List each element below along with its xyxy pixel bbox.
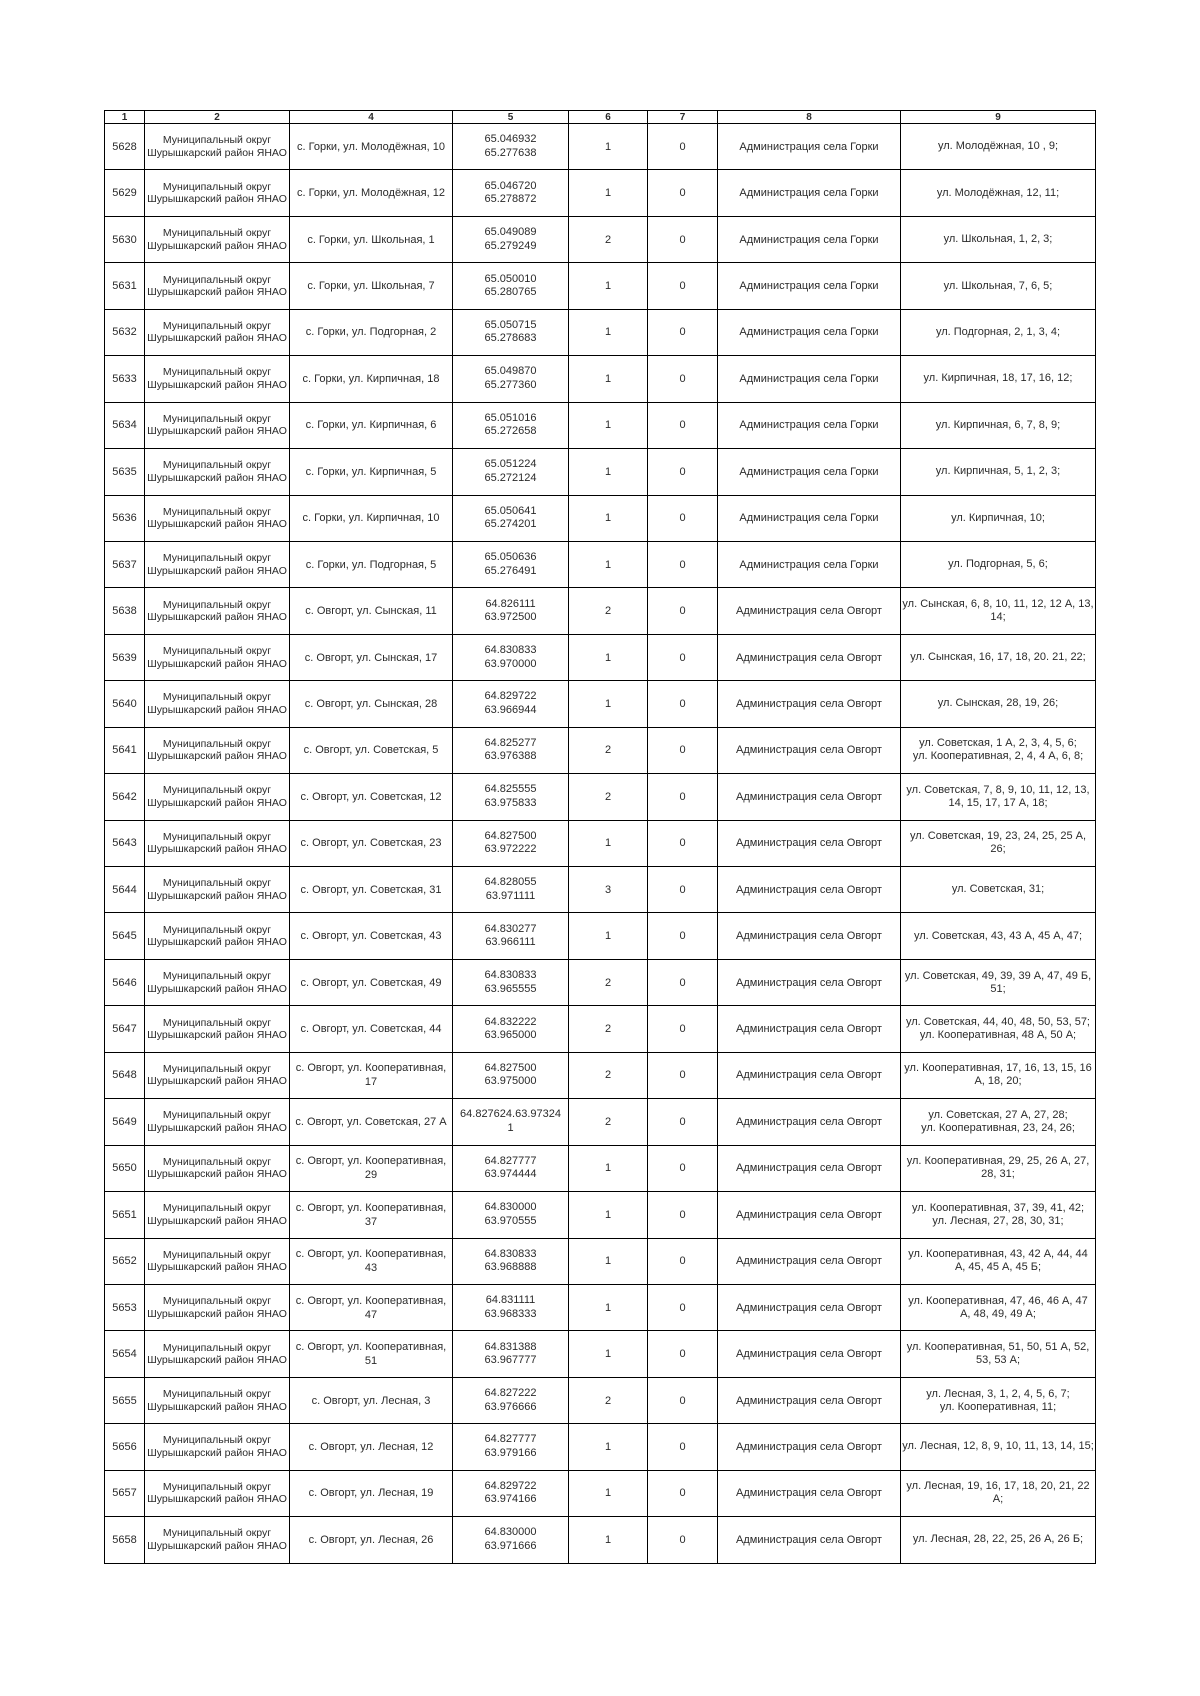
- coordinates-cell: 64.825555 63.975833: [453, 774, 569, 820]
- owner-cell: Администрация села Овгорт: [718, 1424, 901, 1470]
- column-7-cell: 0: [648, 1517, 718, 1563]
- column-7-cell: 0: [648, 867, 718, 913]
- site-number-cell: 5657: [105, 1470, 145, 1516]
- document-page: [104, 110, 1095, 1564]
- municipality-cell: Муниципальный округ Шурышкарский район ЯНАО: [145, 356, 290, 402]
- site-number-cell: 5638: [105, 588, 145, 634]
- coordinates-cell: 64.827624.63.97324 1: [453, 1099, 569, 1145]
- address-cell: с. Горки, ул. Кирпичная, 5: [290, 449, 453, 495]
- coordinates-cell: 65.050010 65.280765: [453, 263, 569, 309]
- address-cell: с. Горки, ул. Кирпичная, 10: [290, 495, 453, 541]
- municipality-cell: Муниципальный округ Шурышкарский район ЯНАО: [145, 216, 290, 262]
- container-count-cell: 1: [569, 1284, 648, 1330]
- header-cell: 1: [105, 111, 145, 124]
- container-count-cell: 2: [569, 774, 648, 820]
- served-houses-cell: ул. Подгорная, 2, 1, 3, 4;: [901, 309, 1096, 355]
- served-houses-cell: ул. Советская, 1 А, 2, 3, 4, 5, 6; ул. Кооперативная, 2, 4, 4 А, 6, 8;: [901, 727, 1096, 773]
- table-row: [105, 1145, 1096, 1191]
- table-row: [105, 495, 1096, 541]
- table-row: [105, 124, 1096, 170]
- container-count-cell: 2: [569, 959, 648, 1005]
- owner-cell: Администрация села Горки: [718, 124, 901, 170]
- column-7-cell: 0: [648, 959, 718, 1005]
- served-houses-cell: ул. Кирпичная, 5, 1, 2, 3;: [901, 449, 1096, 495]
- coordinates-cell: 64.829722 63.966944: [453, 681, 569, 727]
- coordinates-cell: 64.830833 63.970000: [453, 634, 569, 680]
- municipality-cell: Муниципальный округ Шурышкарский район ЯНАО: [145, 774, 290, 820]
- municipality-cell: Муниципальный округ Шурышкарский район ЯНАО: [145, 263, 290, 309]
- container-count-cell: 1: [569, 1145, 648, 1191]
- header-cell: 6: [569, 111, 648, 124]
- coordinates-cell: 64.827777 63.974444: [453, 1145, 569, 1191]
- container-count-cell: 1: [569, 1424, 648, 1470]
- owner-cell: Администрация села Горки: [718, 541, 901, 587]
- container-count-cell: 1: [569, 634, 648, 680]
- address-cell: с. Горки, ул. Молодёжная, 12: [290, 170, 453, 216]
- owner-cell: Администрация села Овгорт: [718, 867, 901, 913]
- column-7-cell: 0: [648, 913, 718, 959]
- column-7-cell: 0: [648, 1006, 718, 1052]
- site-number-cell: 5654: [105, 1331, 145, 1377]
- column-7-cell: 0: [648, 774, 718, 820]
- site-number-cell: 5637: [105, 541, 145, 587]
- table-row: [105, 1284, 1096, 1330]
- owner-cell: Администрация села Горки: [718, 449, 901, 495]
- coordinates-cell: 65.051016 65.272658: [453, 402, 569, 448]
- table-row: [105, 867, 1096, 913]
- column-7-cell: 0: [648, 263, 718, 309]
- container-count-cell: 1: [569, 124, 648, 170]
- address-cell: с. Овгорт, ул. Советская, 12: [290, 774, 453, 820]
- table-row: [105, 1470, 1096, 1516]
- owner-cell: Администрация села Овгорт: [718, 774, 901, 820]
- table-row: [105, 216, 1096, 262]
- container-count-cell: 1: [569, 309, 648, 355]
- municipality-cell: Муниципальный округ Шурышкарский район ЯНАО: [145, 820, 290, 866]
- coordinates-cell: 64.829722 63.974166: [453, 1470, 569, 1516]
- container-count-cell: 2: [569, 1377, 648, 1423]
- owner-cell: Администрация села Овгорт: [718, 634, 901, 680]
- column-7-cell: 0: [648, 1331, 718, 1377]
- served-houses-cell: ул. Кооперативная, 29, 25, 26 А, 27, 28, 31;: [901, 1145, 1096, 1191]
- container-count-cell: 1: [569, 1470, 648, 1516]
- municipality-cell: Муниципальный округ Шурышкарский район ЯНАО: [145, 1331, 290, 1377]
- site-number-cell: 5635: [105, 449, 145, 495]
- container-count-cell: 1: [569, 1192, 648, 1238]
- site-number-cell: 5648: [105, 1052, 145, 1098]
- table-row: [105, 1192, 1096, 1238]
- site-number-cell: 5647: [105, 1006, 145, 1052]
- address-cell: с. Горки, ул. Кирпичная, 18: [290, 356, 453, 402]
- table-row: [105, 727, 1096, 773]
- column-7-cell: 0: [648, 1099, 718, 1145]
- coordinates-cell: 64.828055 63.971111: [453, 867, 569, 913]
- municipality-cell: Муниципальный округ Шурышкарский район ЯНАО: [145, 1099, 290, 1145]
- table-row: [105, 309, 1096, 355]
- site-number-cell: 5629: [105, 170, 145, 216]
- address-cell: с. Овгорт, ул. Советская, 31: [290, 867, 453, 913]
- container-count-cell: 1: [569, 263, 648, 309]
- container-count-cell: 1: [569, 449, 648, 495]
- site-number-cell: 5650: [105, 1145, 145, 1191]
- container-count-cell: 2: [569, 588, 648, 634]
- address-cell: с. Овгорт, ул. Кооперативная, 47: [290, 1284, 453, 1330]
- column-7-cell: 0: [648, 1238, 718, 1284]
- container-count-cell: 3: [569, 867, 648, 913]
- table-row: [105, 449, 1096, 495]
- column-7-cell: 0: [648, 1470, 718, 1516]
- table-row: [105, 1006, 1096, 1052]
- column-7-cell: 0: [648, 820, 718, 866]
- served-houses-cell: ул. Лесная, 12, 8, 9, 10, 11, 13, 14, 15;: [901, 1424, 1096, 1470]
- site-number-cell: 5639: [105, 634, 145, 680]
- owner-cell: Администрация села Горки: [718, 402, 901, 448]
- site-number-cell: 5632: [105, 309, 145, 355]
- served-houses-cell: ул. Школьная, 7, 6, 5;: [901, 263, 1096, 309]
- address-cell: с. Овгорт, ул. Лесная, 12: [290, 1424, 453, 1470]
- served-houses-cell: ул. Кооперативная, 43, 42 А, 44, 44 А, 45, 45 А, 45 Б;: [901, 1238, 1096, 1284]
- owner-cell: Администрация села Овгорт: [718, 1006, 901, 1052]
- site-number-cell: 5633: [105, 356, 145, 402]
- coordinates-cell: 65.050715 65.278683: [453, 309, 569, 355]
- municipality-cell: Муниципальный округ Шурышкарский район ЯНАО: [145, 913, 290, 959]
- site-number-cell: 5643: [105, 820, 145, 866]
- address-cell: с. Горки, ул. Подгорная, 2: [290, 309, 453, 355]
- site-number-cell: 5656: [105, 1424, 145, 1470]
- table-row: [105, 1517, 1096, 1563]
- owner-cell: Администрация села Овгорт: [718, 820, 901, 866]
- address-cell: с. Овгорт, ул. Кооперативная, 17: [290, 1052, 453, 1098]
- owner-cell: Администрация села Овгорт: [718, 1517, 901, 1563]
- table-row: [105, 170, 1096, 216]
- municipality-cell: Муниципальный округ Шурышкарский район ЯНАО: [145, 588, 290, 634]
- municipality-cell: Муниципальный округ Шурышкарский район ЯНАО: [145, 541, 290, 587]
- site-number-cell: 5653: [105, 1284, 145, 1330]
- column-7-cell: 0: [648, 309, 718, 355]
- column-7-cell: 0: [648, 1145, 718, 1191]
- served-houses-cell: ул. Советская, 19, 23, 24, 25, 25 А, 26;: [901, 820, 1096, 866]
- header-cell: 4: [290, 111, 453, 124]
- municipality-cell: Муниципальный округ Шурышкарский район ЯНАО: [145, 1424, 290, 1470]
- table-row: [105, 1331, 1096, 1377]
- table-row: [105, 402, 1096, 448]
- served-houses-cell: ул. Кирпичная, 18, 17, 16, 12;: [901, 356, 1096, 402]
- container-count-cell: 2: [569, 1052, 648, 1098]
- municipality-cell: Муниципальный округ Шурышкарский район ЯНАО: [145, 1284, 290, 1330]
- served-houses-cell: ул. Сынская, 16, 17, 18, 20. 21, 22;: [901, 634, 1096, 680]
- served-houses-cell: ул. Советская, 7, 8, 9, 10, 11, 12, 13, 14, 15, 17, 17 А, 18;: [901, 774, 1096, 820]
- municipality-cell: Муниципальный округ Шурышкарский район ЯНАО: [145, 309, 290, 355]
- served-houses-cell: ул. Подгорная, 5, 6;: [901, 541, 1096, 587]
- container-sites-table: [104, 110, 1096, 1564]
- owner-cell: Администрация села Овгорт: [718, 1331, 901, 1377]
- site-number-cell: 5658: [105, 1517, 145, 1563]
- municipality-cell: Муниципальный округ Шурышкарский район ЯНАО: [145, 1052, 290, 1098]
- served-houses-cell: ул. Советская, 44, 40, 48, 50, 53, 57; ул. Кооперативная, 48 А, 50 А;: [901, 1006, 1096, 1052]
- table-row: [105, 774, 1096, 820]
- table-row: [105, 356, 1096, 402]
- container-count-cell: 1: [569, 541, 648, 587]
- owner-cell: Администрация села Горки: [718, 356, 901, 402]
- municipality-cell: Муниципальный округ Шурышкарский район ЯНАО: [145, 1470, 290, 1516]
- coordinates-cell: 65.049870 65.277360: [453, 356, 569, 402]
- column-7-cell: 0: [648, 634, 718, 680]
- table-row: [105, 1377, 1096, 1423]
- municipality-cell: Муниципальный округ Шурышкарский район ЯНАО: [145, 634, 290, 680]
- table-header: [105, 111, 1096, 124]
- coordinates-cell: 64.830000 63.971666: [453, 1517, 569, 1563]
- municipality-cell: Муниципальный округ Шурышкарский район ЯНАО: [145, 1238, 290, 1284]
- address-cell: с. Овгорт, ул. Советская, 49: [290, 959, 453, 1005]
- address-cell: с. Овгорт, ул. Советская, 5: [290, 727, 453, 773]
- owner-cell: Администрация села Овгорт: [718, 913, 901, 959]
- container-count-cell: 1: [569, 495, 648, 541]
- served-houses-cell: ул. Молодёжная, 10 , 9;: [901, 124, 1096, 170]
- site-number-cell: 5630: [105, 216, 145, 262]
- address-cell: с. Горки, ул. Кирпичная, 6: [290, 402, 453, 448]
- address-cell: с. Овгорт, ул. Сынская, 28: [290, 681, 453, 727]
- site-number-cell: 5631: [105, 263, 145, 309]
- coordinates-cell: 64.832222 63.965000: [453, 1006, 569, 1052]
- table-row: [105, 959, 1096, 1005]
- table-row: [105, 913, 1096, 959]
- owner-cell: Администрация села Овгорт: [718, 1099, 901, 1145]
- address-cell: с. Овгорт, ул. Кооперативная, 51: [290, 1331, 453, 1377]
- served-houses-cell: ул. Советская, 31;: [901, 867, 1096, 913]
- table-row: [105, 1052, 1096, 1098]
- owner-cell: Администрация села Горки: [718, 216, 901, 262]
- table-row: [105, 1238, 1096, 1284]
- address-cell: с. Овгорт, ул. Сынская, 11: [290, 588, 453, 634]
- table-row: [105, 1099, 1096, 1145]
- served-houses-cell: ул. Сынская, 6, 8, 10, 11, 12, 12 А, 13, 14;: [901, 588, 1096, 634]
- column-7-cell: 0: [648, 216, 718, 262]
- owner-cell: Администрация села Овгорт: [718, 1377, 901, 1423]
- site-number-cell: 5646: [105, 959, 145, 1005]
- served-houses-cell: ул. Лесная, 28, 22, 25, 26 А, 26 Б;: [901, 1517, 1096, 1563]
- header-cell: 8: [718, 111, 901, 124]
- header-cell: 9: [901, 111, 1096, 124]
- address-cell: с. Горки, ул. Школьная, 1: [290, 216, 453, 262]
- container-count-cell: 2: [569, 1099, 648, 1145]
- container-count-cell: 1: [569, 913, 648, 959]
- coordinates-cell: 64.830000 63.970555: [453, 1192, 569, 1238]
- container-count-cell: 1: [569, 402, 648, 448]
- site-number-cell: 5640: [105, 681, 145, 727]
- served-houses-cell: ул. Кооперативная, 47, 46, 46 А, 47 А, 48, 49, 49 А;: [901, 1284, 1096, 1330]
- site-number-cell: 5634: [105, 402, 145, 448]
- table-row: [105, 681, 1096, 727]
- column-7-cell: 0: [648, 727, 718, 773]
- owner-cell: Администрация села Овгорт: [718, 1192, 901, 1238]
- container-count-cell: 1: [569, 1331, 648, 1377]
- address-cell: с. Овгорт, ул. Сынская, 17: [290, 634, 453, 680]
- site-number-cell: 5641: [105, 727, 145, 773]
- table-row: [105, 588, 1096, 634]
- header-cell: 7: [648, 111, 718, 124]
- owner-cell: Администрация села Овгорт: [718, 588, 901, 634]
- municipality-cell: Муниципальный округ Шурышкарский район ЯНАО: [145, 727, 290, 773]
- municipality-cell: Муниципальный округ Шурышкарский район ЯНАО: [145, 170, 290, 216]
- site-number-cell: 5649: [105, 1099, 145, 1145]
- coordinates-cell: 64.830833 63.965555: [453, 959, 569, 1005]
- container-count-cell: 1: [569, 1517, 648, 1563]
- site-number-cell: 5642: [105, 774, 145, 820]
- municipality-cell: Муниципальный округ Шурышкарский район ЯНАО: [145, 402, 290, 448]
- owner-cell: Администрация села Овгорт: [718, 681, 901, 727]
- owner-cell: Администрация села Овгорт: [718, 1052, 901, 1098]
- served-houses-cell: ул. Молодёжная, 12, 11;: [901, 170, 1096, 216]
- served-houses-cell: ул. Кооперативная, 17, 16, 13, 15, 16 А, 18, 20;: [901, 1052, 1096, 1098]
- served-houses-cell: ул. Сынская, 28, 19, 26;: [901, 681, 1096, 727]
- served-houses-cell: ул. Советская, 43, 43 А, 45 А, 47;: [901, 913, 1096, 959]
- owner-cell: Администрация села Овгорт: [718, 959, 901, 1005]
- site-number-cell: 5651: [105, 1192, 145, 1238]
- coordinates-cell: 64.830833 63.968888: [453, 1238, 569, 1284]
- table-body: [105, 124, 1096, 1564]
- served-houses-cell: ул. Кооперативная, 51, 50, 51 А, 52, 53, 53 А;: [901, 1331, 1096, 1377]
- column-7-cell: 0: [648, 541, 718, 587]
- address-cell: с. Овгорт, ул. Советская, 43: [290, 913, 453, 959]
- address-cell: с. Горки, ул. Молодёжная, 10: [290, 124, 453, 170]
- container-count-cell: 2: [569, 727, 648, 773]
- municipality-cell: Муниципальный округ Шурышкарский район ЯНАО: [145, 867, 290, 913]
- municipality-cell: Муниципальный округ Шурышкарский район ЯНАО: [145, 1006, 290, 1052]
- table-row: [105, 541, 1096, 587]
- address-cell: с. Овгорт, ул. Кооперативная, 29: [290, 1145, 453, 1191]
- owner-cell: Администрация села Горки: [718, 170, 901, 216]
- site-number-cell: 5636: [105, 495, 145, 541]
- address-cell: с. Овгорт, ул. Кооперативная, 43: [290, 1238, 453, 1284]
- column-7-cell: 0: [648, 356, 718, 402]
- owner-cell: Администрация села Овгорт: [718, 727, 901, 773]
- served-houses-cell: ул. Лесная, 3, 1, 2, 4, 5, 6, 7; ул. Кооперативная, 11;: [901, 1377, 1096, 1423]
- address-cell: с. Горки, ул. Школьная, 7: [290, 263, 453, 309]
- address-cell: с. Овгорт, ул. Кооперативная, 37: [290, 1192, 453, 1238]
- column-7-cell: 0: [648, 170, 718, 216]
- owner-cell: Администрация села Горки: [718, 263, 901, 309]
- table-row: [105, 634, 1096, 680]
- coordinates-cell: 64.826111 63.972500: [453, 588, 569, 634]
- site-number-cell: 5655: [105, 1377, 145, 1423]
- owner-cell: Администрация села Овгорт: [718, 1238, 901, 1284]
- coordinates-cell: 64.831111 63.968333: [453, 1284, 569, 1330]
- column-7-cell: 0: [648, 1052, 718, 1098]
- coordinates-cell: 65.050641 65.274201: [453, 495, 569, 541]
- column-7-cell: 0: [648, 495, 718, 541]
- header-cell: 2: [145, 111, 290, 124]
- municipality-cell: Муниципальный округ Шурышкарский район ЯНАО: [145, 1145, 290, 1191]
- coordinates-cell: 65.046720 65.278872: [453, 170, 569, 216]
- column-7-cell: 0: [648, 124, 718, 170]
- container-count-cell: 1: [569, 170, 648, 216]
- column-7-cell: 0: [648, 449, 718, 495]
- table-row: [105, 1424, 1096, 1470]
- address-cell: с. Овгорт, ул. Советская, 27 А: [290, 1099, 453, 1145]
- served-houses-cell: ул. Школьная, 1, 2, 3;: [901, 216, 1096, 262]
- coordinates-cell: 64.830277 63.966111: [453, 913, 569, 959]
- coordinates-cell: 64.827500 63.972222: [453, 820, 569, 866]
- served-houses-cell: ул. Кирпичная, 10;: [901, 495, 1096, 541]
- address-cell: с. Овгорт, ул. Советская, 44: [290, 1006, 453, 1052]
- coordinates-cell: 65.050636 65.276491: [453, 541, 569, 587]
- coordinates-cell: 65.046932 65.277638: [453, 124, 569, 170]
- column-7-cell: 0: [648, 1284, 718, 1330]
- column-7-cell: 0: [648, 681, 718, 727]
- address-cell: с. Горки, ул. Подгорная, 5: [290, 541, 453, 587]
- coordinates-cell: 65.051224 65.272124: [453, 449, 569, 495]
- owner-cell: Администрация села Горки: [718, 309, 901, 355]
- served-houses-cell: ул. Советская, 27 А, 27, 28; ул. Кооперативная, 23, 24, 26;: [901, 1099, 1096, 1145]
- served-houses-cell: ул. Советская, 49, 39, 39 А, 47, 49 Б, 51;: [901, 959, 1096, 1005]
- column-7-cell: 0: [648, 1377, 718, 1423]
- address-cell: с. Овгорт, ул. Лесная, 26: [290, 1517, 453, 1563]
- address-cell: с. Овгорт, ул. Лесная, 3: [290, 1377, 453, 1423]
- served-houses-cell: ул. Кирпичная, 6, 7, 8, 9;: [901, 402, 1096, 448]
- coordinates-cell: 64.827500 63.975000: [453, 1052, 569, 1098]
- column-7-cell: 0: [648, 1192, 718, 1238]
- container-count-cell: 2: [569, 216, 648, 262]
- container-count-cell: 2: [569, 1006, 648, 1052]
- owner-cell: Администрация села Овгорт: [718, 1284, 901, 1330]
- coordinates-cell: 64.825277 63.976388: [453, 727, 569, 773]
- municipality-cell: Муниципальный округ Шурышкарский район ЯНАО: [145, 1377, 290, 1423]
- coordinates-cell: 64.827222 63.976666: [453, 1377, 569, 1423]
- municipality-cell: Муниципальный округ Шурышкарский район ЯНАО: [145, 959, 290, 1005]
- header-cell: 5: [453, 111, 569, 124]
- owner-cell: Администрация села Овгорт: [718, 1145, 901, 1191]
- municipality-cell: Муниципальный округ Шурышкарский район ЯНАО: [145, 495, 290, 541]
- owner-cell: Администрация села Овгорт: [718, 1470, 901, 1516]
- owner-cell: Администрация села Горки: [718, 495, 901, 541]
- coordinates-cell: 64.831388 63.967777: [453, 1331, 569, 1377]
- table-row: [105, 820, 1096, 866]
- site-number-cell: 5645: [105, 913, 145, 959]
- column-7-cell: 0: [648, 1424, 718, 1470]
- header-row: [105, 111, 1096, 124]
- site-number-cell: 5652: [105, 1238, 145, 1284]
- column-7-cell: 0: [648, 402, 718, 448]
- container-count-cell: 1: [569, 820, 648, 866]
- coordinates-cell: 65.049089 65.279249: [453, 216, 569, 262]
- served-houses-cell: ул. Кооперативная, 37, 39, 41, 42; ул. Лесная, 27, 28, 30, 31;: [901, 1192, 1096, 1238]
- container-count-cell: 1: [569, 356, 648, 402]
- address-cell: с. Овгорт, ул. Лесная, 19: [290, 1470, 453, 1516]
- site-number-cell: 5628: [105, 124, 145, 170]
- municipality-cell: Муниципальный округ Шурышкарский район ЯНАО: [145, 124, 290, 170]
- municipality-cell: Муниципальный округ Шурышкарский район ЯНАО: [145, 1192, 290, 1238]
- municipality-cell: Муниципальный округ Шурышкарский район ЯНАО: [145, 449, 290, 495]
- municipality-cell: Муниципальный округ Шурышкарский район ЯНАО: [145, 681, 290, 727]
- column-7-cell: 0: [648, 588, 718, 634]
- municipality-cell: Муниципальный округ Шурышкарский район ЯНАО: [145, 1517, 290, 1563]
- coordinates-cell: 64.827777 63.979166: [453, 1424, 569, 1470]
- site-number-cell: 5644: [105, 867, 145, 913]
- container-count-cell: 1: [569, 1238, 648, 1284]
- address-cell: с. Овгорт, ул. Советская, 23: [290, 820, 453, 866]
- container-count-cell: 1: [569, 681, 648, 727]
- table-row: [105, 263, 1096, 309]
- served-houses-cell: ул. Лесная, 19, 16, 17, 18, 20, 21, 22 А;: [901, 1470, 1096, 1516]
